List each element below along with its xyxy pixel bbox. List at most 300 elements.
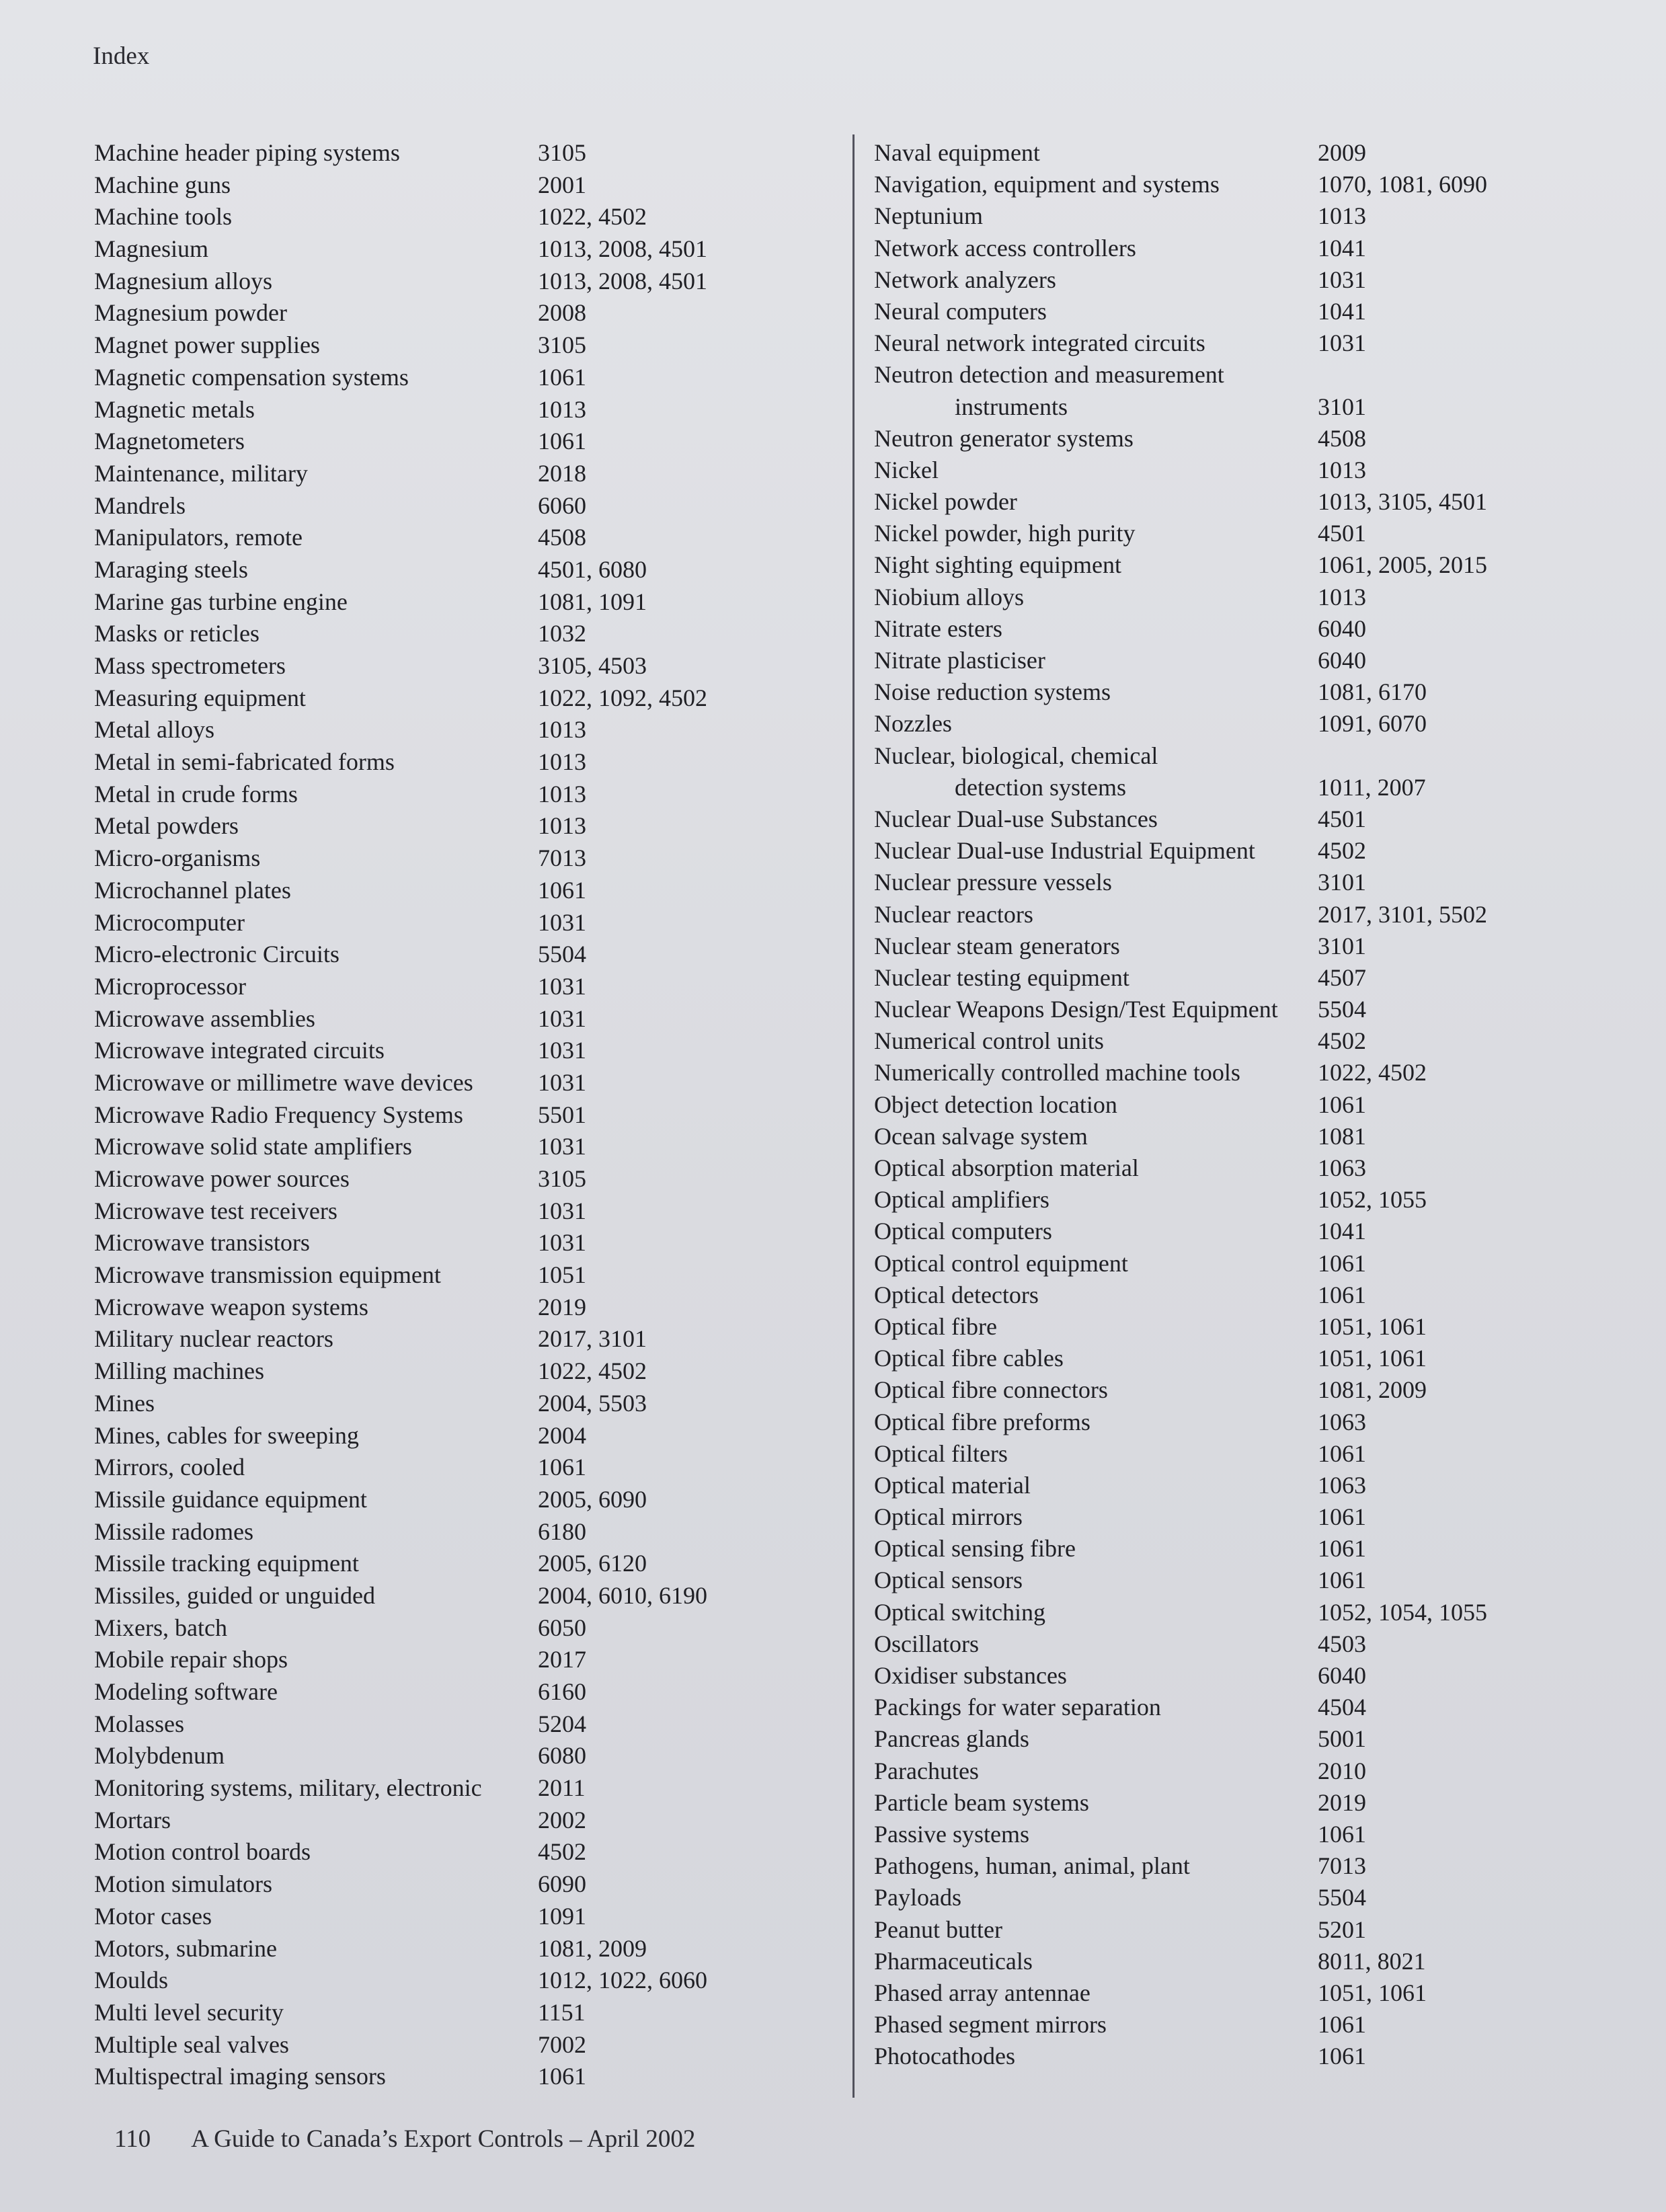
index-entry [94, 1195, 827, 1228]
index-codes: 4501, 6080 [538, 555, 647, 583]
index-codes: 6060 [538, 491, 586, 519]
index-codes: 1022, 4502 [538, 203, 647, 231]
index-term: Navigation, equipment and systems [874, 171, 1220, 198]
index-term: Magnesium powder [94, 299, 287, 327]
index-entry [874, 423, 1634, 455]
index-term: Mortars [94, 1806, 171, 1833]
index-entry [94, 1099, 827, 1132]
index-term: detection systems [955, 773, 1126, 801]
index-term: Monitoring systems, military, electronic [94, 1774, 482, 1802]
index-term: Optical fibre connectors [874, 1376, 1108, 1404]
publication-title: A Guide to Canada’s Export Controls – April 2002 [191, 2125, 696, 2153]
index-term: Multi level security [94, 1998, 284, 2026]
index-term: Oscillators [874, 1630, 979, 1657]
index-term: Microwave test receivers [94, 1197, 338, 1224]
index-entry [94, 1933, 827, 1965]
index-codes: 2019 [538, 1293, 586, 1320]
index-entry [94, 233, 827, 266]
index-term: Machine tools [94, 203, 232, 231]
index-codes: 2018 [538, 459, 586, 487]
index-term: Object detection location [874, 1091, 1117, 1118]
index-entry [94, 169, 827, 202]
index-codes: 1061 [1318, 1820, 1366, 1848]
index-codes: 2010 [1318, 1757, 1366, 1784]
index-term: Optical absorption material [874, 1154, 1139, 1181]
index-entry [94, 650, 827, 682]
index-entry [874, 1025, 1634, 1057]
index-entry [874, 740, 1634, 772]
index-codes: 4507 [1318, 963, 1366, 991]
index-term: Military nuclear reactors [94, 1325, 333, 1353]
index-term: Magnesium [94, 235, 208, 263]
index-codes: 3105, 4503 [538, 652, 647, 679]
index-codes: 6040 [1318, 647, 1366, 674]
index-codes: 1041 [1318, 1218, 1366, 1245]
index-entry [94, 842, 827, 875]
index-entry [874, 994, 1634, 1025]
index-term: Pharmaceuticals [874, 1947, 1033, 1975]
index-entry [94, 490, 827, 522]
index-term: Neutron generator systems [874, 424, 1134, 452]
index-codes: 1013 [538, 748, 586, 776]
index-codes: 2008 [538, 299, 586, 327]
index-entry [874, 1692, 1634, 1723]
index-entry [94, 1227, 827, 1259]
index-entry [94, 522, 827, 554]
index-codes: 1013, 2008, 4501 [538, 235, 707, 263]
index-codes: 1061 [538, 876, 586, 904]
index-term: Peanut butter [874, 1915, 1002, 1943]
index-codes: 1081, 2009 [1318, 1376, 1427, 1404]
index-term: Microwave weapon systems [94, 1293, 368, 1320]
index-entry [94, 394, 827, 426]
index-codes: 1061 [1318, 1439, 1366, 1467]
index-codes: 1022, 4502 [1318, 1059, 1427, 1087]
index-term: Masks or reticles [94, 620, 260, 647]
index-entry [874, 549, 1634, 581]
index-codes: 2019 [1318, 1788, 1366, 1816]
index-term: Maintenance, military [94, 459, 308, 487]
index-entry [94, 907, 827, 939]
index-entry [94, 1484, 827, 1516]
index-codes: 1013 [538, 395, 586, 423]
index-codes: 5201 [1318, 1915, 1366, 1943]
index-codes: 1061 [1318, 1567, 1366, 1594]
index-codes: 1061 [538, 2063, 586, 2090]
index-term: Measuring equipment [94, 684, 306, 711]
index-term: Phased segment mirrors [874, 2011, 1107, 2039]
index-codes: 4503 [1318, 1630, 1366, 1657]
index-codes: 5504 [1318, 1884, 1366, 1911]
index-codes: 7002 [538, 2030, 586, 2058]
index-entry [874, 613, 1634, 645]
index-codes: 1031 [1318, 266, 1366, 293]
index-codes: 1031 [538, 1133, 586, 1160]
index-entry [94, 779, 827, 811]
index-entry [874, 708, 1634, 740]
index-entry [94, 1259, 827, 1292]
index-entry [94, 1292, 827, 1324]
index-codes: 1051, 1061 [1318, 1345, 1427, 1372]
index-term: Night sighting equipment [874, 551, 1121, 579]
index-term: Magnetic compensation systems [94, 363, 409, 391]
index-codes: 2017 [538, 1646, 586, 1673]
index-entry [874, 1121, 1634, 1152]
index-codes: 1031 [538, 1229, 586, 1257]
index-codes: 1061, 2005, 2015 [1318, 551, 1487, 579]
index-entry [874, 1501, 1634, 1533]
index-codes: 1011, 2007 [1318, 773, 1426, 801]
index-codes: 2005, 6120 [538, 1550, 647, 1577]
index-codes: 1031 [1318, 329, 1366, 357]
index-term: Magnetic metals [94, 395, 255, 423]
index-codes: 5501 [538, 1101, 586, 1128]
index-entry [94, 297, 827, 329]
index-term: Optical filters [874, 1439, 1008, 1467]
index-term: Metal in crude forms [94, 780, 298, 807]
index-term: Machine guns [94, 171, 231, 198]
index-entry [94, 618, 827, 650]
index-term: Mixers, batch [94, 1614, 227, 1641]
index-term: Optical computers [874, 1218, 1052, 1245]
index-codes: 2004, 5503 [538, 1389, 647, 1417]
index-column-right [874, 137, 1634, 2072]
page-number: 110 [114, 2125, 151, 2153]
index-term: Mirrors, cooled [94, 1454, 245, 1481]
index-codes: 1031 [538, 1037, 586, 1064]
index-codes: 5504 [538, 941, 586, 968]
index-term: Nitrate esters [874, 615, 1002, 642]
index-term: Photocathodes [874, 2043, 1015, 2070]
index-term: Microwave Radio Frequency Systems [94, 1101, 463, 1128]
index-codes: 1031 [538, 1197, 586, 1224]
index-term: Network analyzers [874, 266, 1056, 293]
index-entry [874, 455, 1634, 486]
index-entry [94, 1901, 827, 1933]
index-term: Microwave transistors [94, 1229, 310, 1257]
index-term: Mines, cables for sweeping [94, 1421, 359, 1449]
index-entry [94, 1452, 827, 1484]
index-entry [94, 2029, 827, 2061]
index-term: Nuclear reactors [874, 900, 1033, 928]
index-codes: 2002 [538, 1806, 586, 1833]
index-term: Optical amplifiers [874, 1186, 1049, 1214]
index-term: Microwave or millimetre wave devices [94, 1068, 473, 1096]
index-entry [874, 391, 1634, 423]
index-codes: 1031 [538, 972, 586, 1000]
index-term: Phased array antennae [874, 1979, 1090, 2006]
index-codes: 1052, 1054, 1055 [1318, 1598, 1487, 1626]
index-term: Nickel powder, high purity [874, 520, 1136, 547]
index-entry [874, 645, 1634, 676]
index-term: Metal powders [94, 812, 239, 840]
index-codes: 4501 [1318, 805, 1366, 832]
index-term: Optical material [874, 1471, 1031, 1499]
index-codes: 2001 [538, 171, 586, 198]
index-entry [874, 1533, 1634, 1565]
index-term: Magnesium alloys [94, 267, 272, 294]
index-codes: 3105 [538, 139, 586, 166]
index-term: Micro-electronic Circuits [94, 941, 340, 968]
index-codes: 3101 [1318, 869, 1366, 896]
index-entry [874, 2009, 1634, 2041]
index-term: Nickel powder [874, 488, 1017, 516]
index-codes: 1013 [538, 716, 586, 744]
index-codes: 1013 [1318, 202, 1366, 230]
index-term: Optical sensors [874, 1567, 1023, 1594]
index-entry [94, 682, 827, 715]
index-codes: 1051 [538, 1261, 586, 1289]
index-codes: 1091 [538, 1902, 586, 1930]
index-entry [874, 1089, 1634, 1121]
index-column-left [94, 137, 827, 2093]
page-footer [114, 2125, 695, 2154]
index-entry [94, 1580, 827, 1612]
index-codes: 1022, 1092, 4502 [538, 684, 707, 711]
index-entry [94, 1612, 827, 1645]
index-codes: 1013 [538, 812, 586, 840]
index-entry [874, 264, 1634, 296]
index-entry [874, 931, 1634, 962]
index-term: Missiles, guided or unguided [94, 1581, 375, 1609]
index-entry [874, 835, 1634, 867]
index-term: Neptunium [874, 202, 983, 230]
index-entry [94, 1644, 827, 1676]
index-term: Nickel [874, 456, 939, 483]
index-codes: 1061 [538, 1454, 586, 1481]
index-codes: 3105 [538, 1165, 586, 1192]
index-codes: 6040 [1318, 1662, 1366, 1689]
index-codes: 1051, 1061 [1318, 1979, 1427, 2006]
index-term: Motor cases [94, 1902, 212, 1930]
index-term: Motors, submarine [94, 1934, 277, 1962]
index-term: Microwave solid state amplifiers [94, 1133, 412, 1160]
index-entry [874, 1407, 1634, 1438]
index-codes: 1041 [1318, 234, 1366, 262]
index-term: Optical sensing fibre [874, 1535, 1076, 1563]
index-entry [874, 1977, 1634, 2009]
index-term: Ocean salvage system [874, 1122, 1088, 1150]
index-term: Microwave integrated circuits [94, 1037, 385, 1064]
index-entry [874, 296, 1634, 327]
index-entry [94, 1708, 827, 1741]
index-codes: 1022, 4502 [538, 1357, 647, 1385]
index-entry [874, 200, 1634, 232]
index-entry [874, 486, 1634, 518]
index-codes: 6080 [538, 1742, 586, 1770]
index-codes: 1063 [1318, 1154, 1366, 1181]
index-entry [94, 554, 827, 586]
index-codes: 2005, 6090 [538, 1485, 647, 1513]
index-codes: 1061 [1318, 2011, 1366, 2039]
index-term: Pathogens, human, animal, plant [874, 1852, 1190, 1880]
index-codes: 1081, 6170 [1318, 678, 1427, 706]
index-term: Optical fibre preforms [874, 1408, 1090, 1435]
index-codes: 1091, 6070 [1318, 710, 1427, 738]
index-codes: 4502 [538, 1838, 586, 1866]
index-entry [874, 1660, 1634, 1692]
index-entry [874, 1311, 1634, 1343]
index-term: Payloads [874, 1884, 961, 1911]
index-entry [94, 2061, 827, 2093]
index-entry [94, 971, 827, 1003]
index-entry [874, 1184, 1634, 1216]
index-codes: 4508 [1318, 424, 1366, 452]
index-codes: 3101 [1318, 932, 1366, 959]
index-term: Molybdenum [94, 1742, 225, 1770]
index-term: Passive systems [874, 1820, 1030, 1848]
index-term: Microwave power sources [94, 1165, 350, 1192]
index-entry [874, 1438, 1634, 1470]
index-codes: 1013 [1318, 456, 1366, 483]
index-codes: 1063 [1318, 1408, 1366, 1435]
index-codes: 4501 [1318, 520, 1366, 547]
index-entry [94, 1516, 827, 1548]
index-entry [874, 233, 1634, 264]
index-entry [94, 1805, 827, 1837]
index-codes: 7013 [538, 844, 586, 872]
index-term: Optical switching [874, 1598, 1045, 1626]
index-entry [94, 1420, 827, 1452]
index-entry [94, 875, 827, 907]
index-entry [94, 1003, 827, 1035]
index-term: Micro-organisms [94, 844, 261, 872]
index-codes: 6160 [538, 1678, 586, 1705]
index-term: Missile guidance equipment [94, 1485, 367, 1513]
index-entry [874, 962, 1634, 994]
index-entry [94, 586, 827, 619]
index-term: Microcomputer [94, 908, 245, 936]
index-term: Nitrate plasticiser [874, 647, 1045, 674]
index-entry [94, 746, 827, 779]
index-term: Nuclear Dual-use Substances [874, 805, 1158, 832]
index-entry [94, 1740, 827, 1772]
index-term: Multispectral imaging sensors [94, 2063, 386, 2090]
index-term: Numerically controlled machine tools [874, 1059, 1240, 1087]
index-term: Mass spectrometers [94, 652, 286, 679]
index-term: Niobium alloys [874, 583, 1024, 610]
index-entry [874, 1850, 1634, 1882]
index-codes: 1070, 1081, 6090 [1318, 171, 1487, 198]
index-entry [94, 137, 827, 169]
index-codes: 2004 [538, 1421, 586, 1449]
index-entry [94, 1997, 827, 2029]
index-codes: 1061 [538, 428, 586, 455]
index-codes: 5504 [1318, 996, 1366, 1023]
index-entry [94, 201, 827, 233]
index-entry [874, 2041, 1634, 2072]
index-entry [874, 1374, 1634, 1406]
index-codes: 4502 [1318, 837, 1366, 865]
index-term: Optical mirrors [874, 1503, 1023, 1531]
index-term: Neutron detection and measurement [874, 361, 1224, 389]
index-codes: 1052, 1055 [1318, 1186, 1427, 1214]
index-entry [94, 1388, 827, 1420]
index-codes: 1151 [538, 1998, 586, 2026]
index-entry [874, 1914, 1634, 1946]
index-term: Neural network integrated circuits [874, 329, 1205, 357]
index-term: Milling machines [94, 1357, 264, 1385]
index-codes: 4508 [538, 524, 586, 551]
index-codes: 1031 [538, 1004, 586, 1032]
index-term: Motion simulators [94, 1870, 273, 1898]
index-term: Nuclear testing equipment [874, 963, 1129, 991]
index-codes: 2017, 3101 [538, 1325, 647, 1353]
index-codes: 1031 [538, 1068, 586, 1096]
index-codes: 4502 [1318, 1027, 1366, 1055]
index-term: Maraging steels [94, 555, 248, 583]
index-term: Moulds [94, 1967, 169, 1994]
index-entry [94, 1355, 827, 1388]
index-entry [874, 1819, 1634, 1850]
index-entry [874, 676, 1634, 708]
index-term: Magnetometers [94, 428, 245, 455]
index-entry [874, 1470, 1634, 1501]
index-entry [94, 362, 827, 394]
index-codes: 2009 [1318, 139, 1366, 166]
index-entry [94, 426, 827, 458]
index-entry [94, 714, 827, 746]
index-term: Pancreas glands [874, 1725, 1029, 1753]
index-term: instruments [955, 393, 1068, 420]
index-codes: 3105 [538, 331, 586, 359]
index-entry [874, 1882, 1634, 1913]
index-term: Motion control boards [94, 1838, 311, 1866]
index-term: Multiple seal valves [94, 2030, 289, 2058]
index-term: Microwave assemblies [94, 1004, 315, 1032]
index-entry [94, 810, 827, 842]
index-entry [874, 169, 1634, 200]
index-term: Naval equipment [874, 139, 1040, 166]
index-codes: 1061 [1318, 1281, 1366, 1308]
index-codes: 3101 [1318, 393, 1366, 420]
index-codes: 1051, 1061 [1318, 1312, 1427, 1340]
index-term: Missile radomes [94, 1517, 253, 1545]
index-codes: 1013, 2008, 4501 [538, 267, 707, 294]
index-term: Mines [94, 1389, 155, 1417]
index-entry [874, 899, 1634, 931]
index-term: Numerical control units [874, 1027, 1104, 1055]
index-codes: 1041 [1318, 297, 1366, 325]
index-entry [94, 1836, 827, 1868]
index-codes: 1061 [1318, 2043, 1366, 2070]
index-term: Neural computers [874, 297, 1047, 325]
index-entry [94, 939, 827, 971]
index-entry [874, 1343, 1634, 1374]
index-term: Metal alloys [94, 716, 214, 744]
index-codes: 1031 [538, 908, 586, 936]
index-codes: 4504 [1318, 1694, 1366, 1721]
index-term: Nuclear Weapons Design/Test Equipment [874, 996, 1278, 1023]
index-entry [874, 772, 1634, 803]
index-term: Microwave transmission equipment [94, 1261, 441, 1289]
index-codes: 1061 [1318, 1091, 1366, 1118]
index-term: Missile tracking equipment [94, 1550, 359, 1577]
index-term: Optical fibre [874, 1312, 997, 1340]
index-term: Microchannel plates [94, 876, 291, 904]
index-entry [94, 1676, 827, 1708]
index-entry [94, 1965, 827, 1997]
index-entry [874, 803, 1634, 835]
index-entry [94, 1323, 827, 1355]
index-entry [874, 867, 1634, 898]
index-term: Mandrels [94, 491, 186, 519]
index-codes: 2017, 3101, 5502 [1318, 900, 1487, 928]
index-codes: 6050 [538, 1614, 586, 1641]
index-entry [874, 582, 1634, 613]
index-term: Particle beam systems [874, 1788, 1089, 1816]
index-codes: 1032 [538, 620, 586, 647]
